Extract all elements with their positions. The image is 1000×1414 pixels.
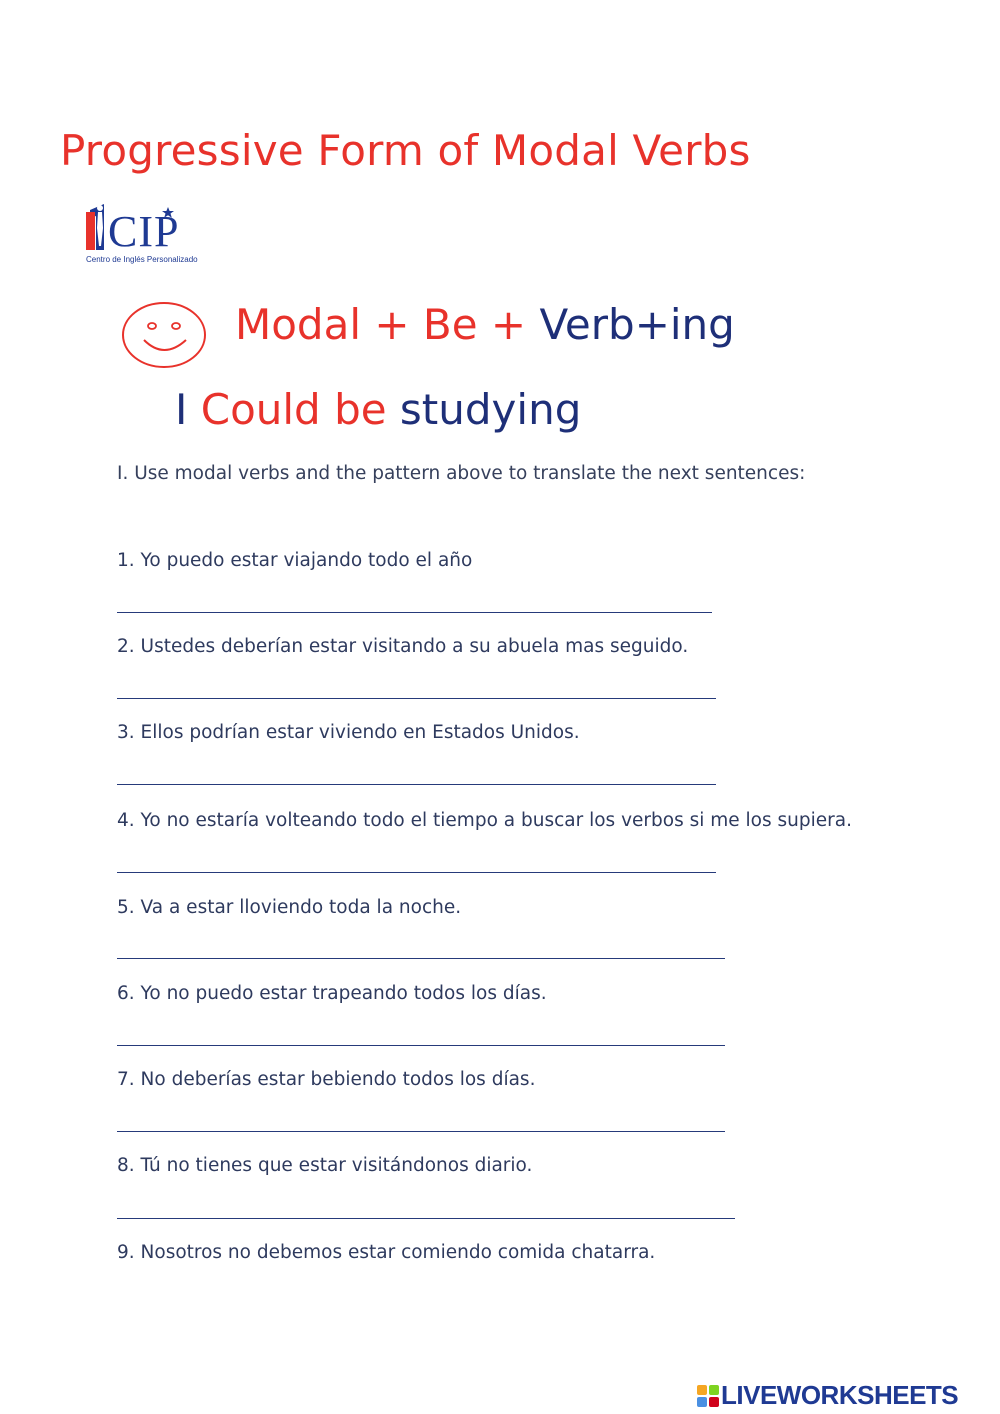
- sentence-5: 5. Va a estar lloviendo toda la noche.: [117, 897, 462, 918]
- sentence-8: 8. Tú no tienes que estar visitándonos diario.: [117, 1155, 533, 1176]
- answer-line-4[interactable]: [117, 872, 716, 873]
- answer-line-8[interactable]: [117, 1218, 735, 1219]
- sentence-4: 4. Yo no estaría volteando todo el tiempo a buscar los verbos si me los supiera.: [117, 810, 852, 831]
- liveworksheets-icon: [697, 1385, 719, 1407]
- answer-line-6[interactable]: [117, 1045, 725, 1046]
- liveworksheets-logo[interactable]: [697, 1380, 958, 1408]
- page-title: Progressive Form of Modal Verbs: [60, 126, 751, 175]
- sentence-9: 9. Nosotros no debemos estar comiendo comida chatarra.: [117, 1242, 656, 1263]
- smiley-icon: [120, 300, 208, 370]
- answer-line-7[interactable]: [117, 1131, 725, 1132]
- sentence-3: 3. Ellos podrían estar viviendo en Estados Unidos.: [117, 722, 580, 743]
- answer-line-5[interactable]: [117, 958, 725, 959]
- logo-brand: CIP: [108, 207, 180, 256]
- example-modal: Could be: [200, 385, 387, 434]
- answer-line-3[interactable]: [117, 784, 716, 785]
- answer-line-2[interactable]: [117, 698, 716, 699]
- sentence-1: 1. Yo puedo estar viajando todo el año: [117, 550, 473, 571]
- formula-modal-be: Modal + Be +: [235, 300, 540, 349]
- sentence-7: 7. No deberías estar bebiendo todos los días.: [117, 1069, 536, 1090]
- pattern-example: [175, 385, 581, 434]
- formula-verb-ing: Verb+ing: [539, 300, 735, 349]
- liveworksheets-label: LIVEWORKSHEETS: [721, 1380, 959, 1410]
- logo-tagline: Centro de Inglés Personalizado: [86, 255, 198, 264]
- instruction: I. Use modal verbs and the pattern above to translate the next sentences:: [117, 463, 806, 484]
- sentence-2: 2. Ustedes deberían estar visitando a su abuela mas seguido.: [117, 636, 689, 657]
- sentence-6: 6. Yo no puedo estar trapeando todos los días.: [117, 983, 547, 1004]
- answer-line-1[interactable]: [117, 612, 712, 613]
- example-subject: I: [175, 385, 201, 434]
- pattern-formula: [235, 300, 735, 349]
- example-verb: studying: [386, 385, 582, 434]
